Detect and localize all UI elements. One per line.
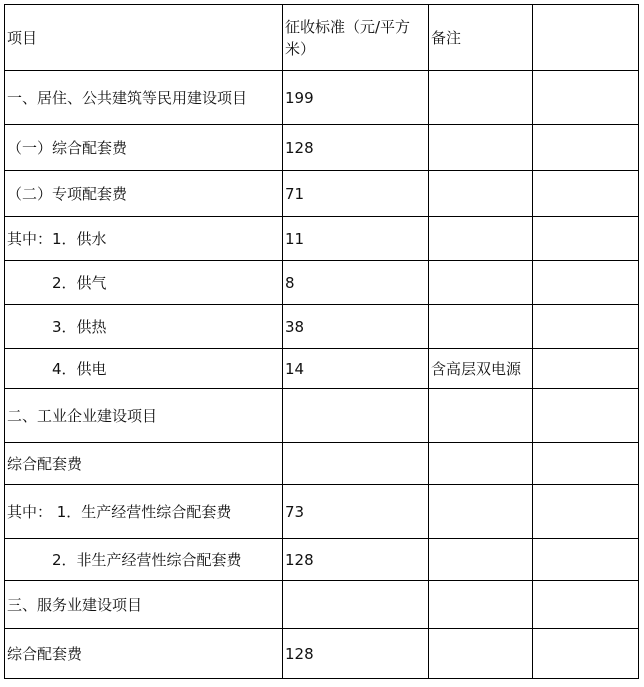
item-cell: 综合配套费 xyxy=(5,629,283,679)
standard-cell: 11 xyxy=(283,217,429,261)
extra-cell xyxy=(533,485,639,539)
table-row xyxy=(5,581,639,629)
note-cell xyxy=(429,443,533,485)
fee-standard-table xyxy=(4,4,639,679)
standard-cell: 73 xyxy=(283,485,429,539)
note-cell xyxy=(429,217,533,261)
item-cell: 一、居住、公共建筑等民用建设项目 xyxy=(5,71,283,125)
extra-cell xyxy=(533,539,639,581)
extra-cell xyxy=(533,217,639,261)
standard-cell: 14 xyxy=(283,349,429,389)
note-cell xyxy=(429,485,533,539)
item-cell: 综合配套费 xyxy=(5,443,283,485)
standard-cell: 8 xyxy=(283,261,429,305)
item-cell: 4．供电 xyxy=(5,349,283,389)
extra-cell xyxy=(533,261,639,305)
extra-cell xyxy=(533,443,639,485)
item-cell: 3．供热 xyxy=(5,305,283,349)
header-standard: 征收标准（元/平方米） xyxy=(283,5,429,71)
note-cell xyxy=(429,125,533,171)
table-header-row xyxy=(5,5,639,71)
item-cell: 三、服务业建设项目 xyxy=(5,581,283,629)
table-row xyxy=(5,539,639,581)
extra-cell xyxy=(533,71,639,125)
standard-cell: 128 xyxy=(283,125,429,171)
item-cell: 2．非生产经营性综合配套费 xyxy=(5,539,283,581)
item-cell: （二）专项配套费 xyxy=(5,171,283,217)
header-item: 项目 xyxy=(5,5,283,71)
note-cell xyxy=(429,539,533,581)
note-cell xyxy=(429,629,533,679)
note-cell: 含高层双电源 xyxy=(429,349,533,389)
standard-cell xyxy=(283,581,429,629)
extra-cell xyxy=(533,629,639,679)
table-row xyxy=(5,71,639,125)
table-row xyxy=(5,349,639,389)
item-cell: 二、工业企业建设项目 xyxy=(5,389,283,443)
note-cell xyxy=(429,305,533,349)
standard-cell: 128 xyxy=(283,539,429,581)
extra-cell xyxy=(533,125,639,171)
header-extra xyxy=(533,5,639,71)
item-cell: （一）综合配套费 xyxy=(5,125,283,171)
note-cell xyxy=(429,389,533,443)
header-note: 备注 xyxy=(429,5,533,71)
item-cell: 2．供气 xyxy=(5,261,283,305)
table-row xyxy=(5,389,639,443)
table-row xyxy=(5,629,639,679)
table-row xyxy=(5,217,639,261)
table-row xyxy=(5,485,639,539)
extra-cell xyxy=(533,581,639,629)
note-cell xyxy=(429,581,533,629)
table-row xyxy=(5,171,639,217)
standard-cell xyxy=(283,389,429,443)
standard-cell: 38 xyxy=(283,305,429,349)
extra-cell xyxy=(533,171,639,217)
table-row xyxy=(5,261,639,305)
extra-cell xyxy=(533,389,639,443)
standard-cell: 71 xyxy=(283,171,429,217)
table-row xyxy=(5,125,639,171)
item-cell: 其中：1．供水 xyxy=(5,217,283,261)
table-row xyxy=(5,305,639,349)
note-cell xyxy=(429,261,533,305)
standard-cell: 199 xyxy=(283,71,429,125)
standard-cell xyxy=(283,443,429,485)
standard-cell: 128 xyxy=(283,629,429,679)
note-cell xyxy=(429,171,533,217)
item-cell: 其中： 1．生产经营性综合配套费 xyxy=(5,485,283,539)
table-row xyxy=(5,443,639,485)
extra-cell xyxy=(533,305,639,349)
note-cell xyxy=(429,71,533,125)
extra-cell xyxy=(533,349,639,389)
